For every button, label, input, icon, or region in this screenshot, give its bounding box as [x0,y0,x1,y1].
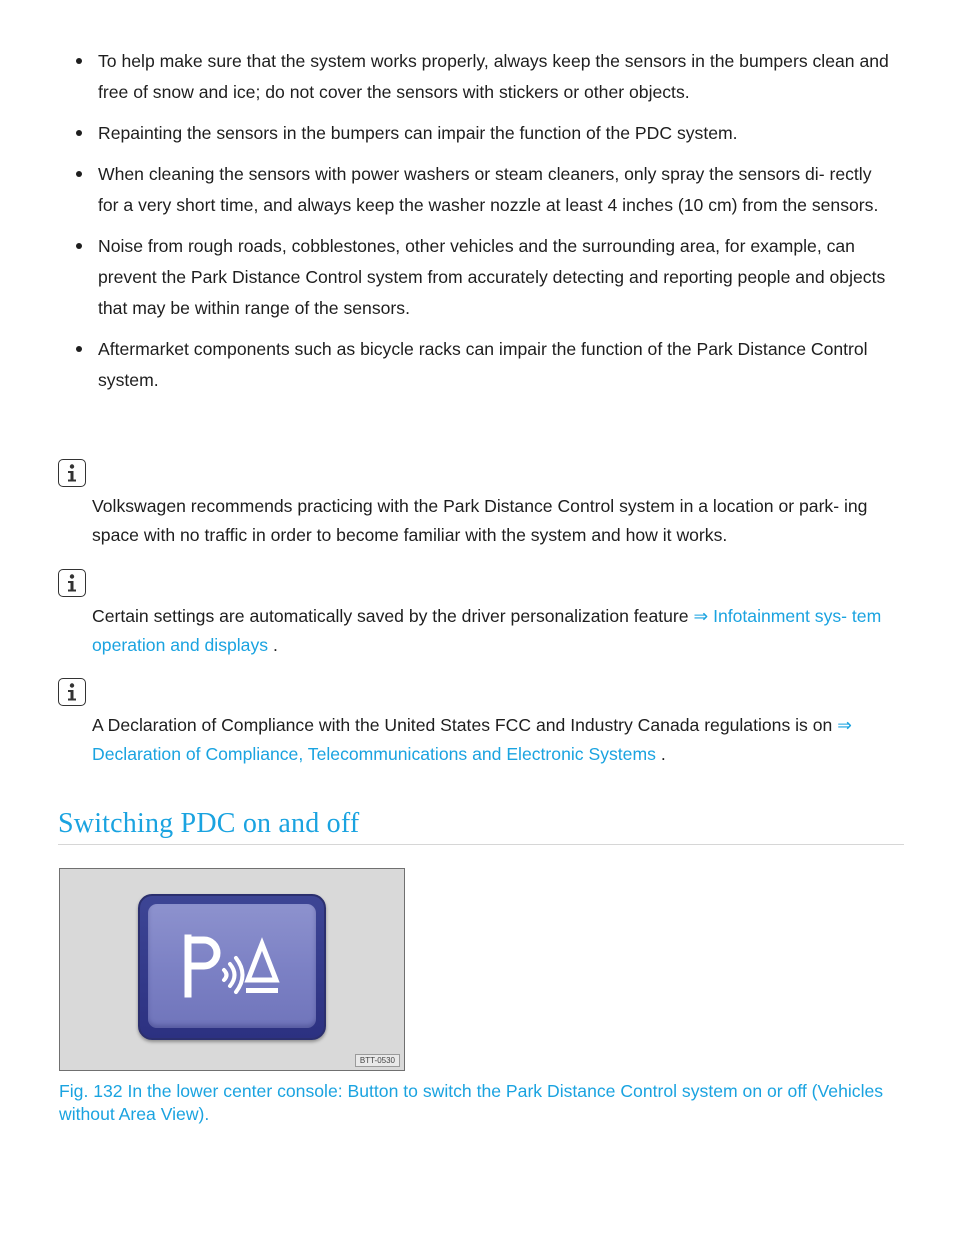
info-icon [58,569,86,597]
note-text [92,711,908,769]
list-item [66,334,896,396]
list-item-text: To help make sure that the system works properly, always keep the sensors in the bumpers clean and free of snow and ice; do not cover the sensors with stickers or other objects. [98,51,889,102]
info-icon [58,459,86,487]
note-end-punct: . [272,635,278,655]
list-item-text: Aftermarket components such as bicycle racks can impair the function of the Park Distance Control system. [98,339,868,390]
info-note [58,459,908,550]
section-title: Switching PDC on and off [58,808,360,839]
figure-pdc-button [59,868,405,1071]
section-divider [58,844,904,845]
pdc-park-distance-icon [184,934,280,1000]
infotainment-link[interactable]: ⇒ Infotainment sys- tem operation and displays [92,606,882,655]
list-item [66,46,896,108]
figure-code: BTT-0530 [355,1054,400,1067]
note-body: Certain settings are automatically saved by the driver personalization feature [92,606,689,626]
note-text [92,602,908,660]
list-item-text: When cleaning the sensors with power washers or steam cleaners, only spray the sensors di- rectly for a very short time, and always keep the washer nozzle at least 4 inches (10 cm) from the sensors. [98,164,879,215]
list-item [66,159,896,221]
note-end-punct: . [660,744,666,764]
list-item [66,231,896,324]
info-note [58,569,908,660]
note-text: Volkswagen recommends practicing with the Park Distance Control system in a location or park- ing space with no traffic in order to become familiar with the system and how it works. [92,496,868,545]
list-item-text: Noise from rough roads, cobblestones, other vehicles and the surrounding area, for example, can prevent the Park Distance Control system from accurately detecting and reporting people and objects that may be within range of the sensors. [98,236,886,318]
note-body: A Declaration of Compliance with the United States FCC and Industry Canada regulations is on [92,715,833,735]
info-icon [58,678,86,706]
list-item-text: Repainting the sensors in the bumpers can impair the function of the PDC system. [98,123,738,143]
bullet-icon [76,130,82,136]
info-note [58,678,908,769]
bullet-icon [76,243,82,249]
declaration-link[interactable]: ⇒ Declaration of Compliance, Telecommunications and Electronic Systems [92,715,852,764]
list-item [66,118,896,149]
bullet-icon [76,171,82,177]
pdc-button-illustration [138,894,326,1040]
bullet-icon [76,346,82,352]
bullet-icon [76,58,82,64]
sensor-care-list [66,46,896,406]
figure-caption: Fig. 132 In the lower center console: Button to switch the Park Distance Control system on or off (Vehicles without Area View). [59,1081,884,1124]
